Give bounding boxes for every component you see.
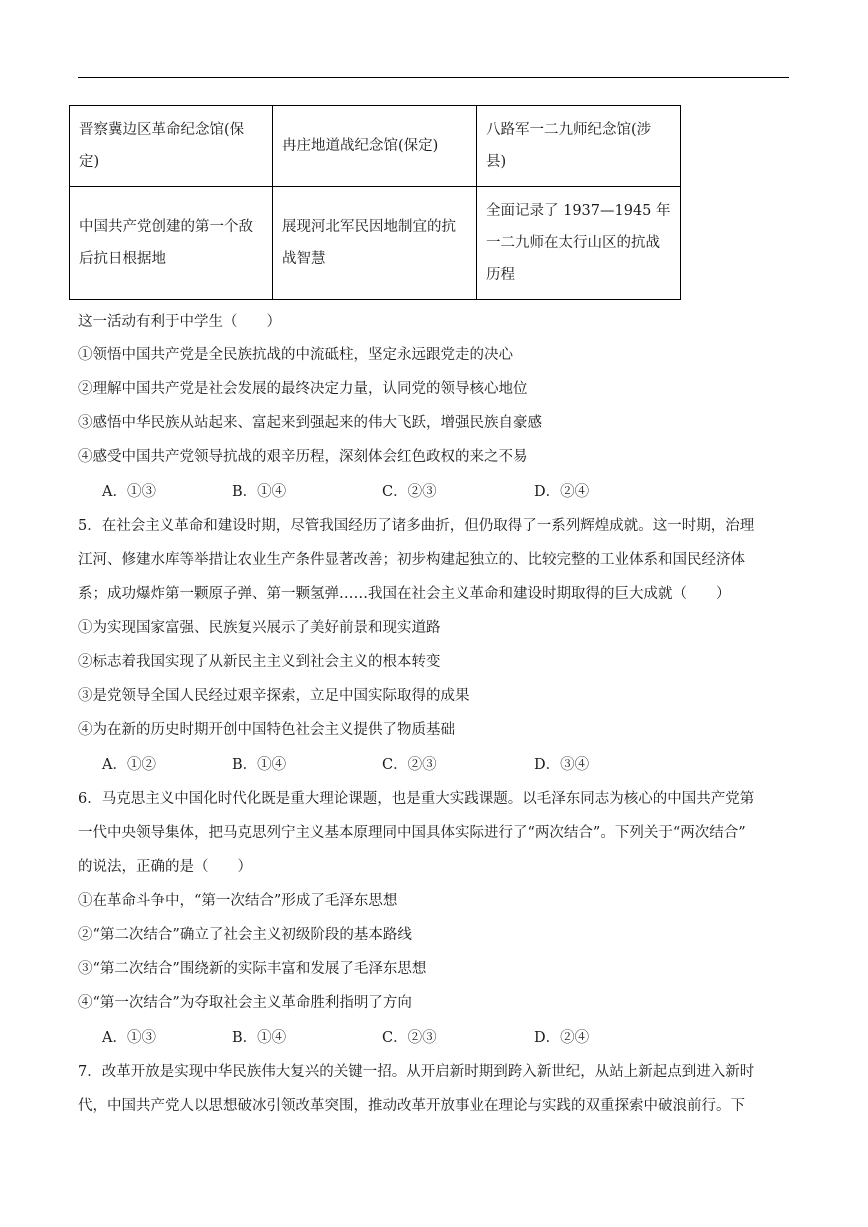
q6-option-a[interactable]: A．①③	[102, 1030, 156, 1046]
museum-name-cell	[477, 106, 681, 187]
museum-table	[69, 105, 681, 300]
museum-name-cell	[70, 106, 273, 187]
cell-line: 县)	[486, 154, 507, 170]
q5-stem-line-2: 江河、修建水库等举措让农业生产条件显著改善；初步构建起独立的、比较完整的工业体系和国民经济体	[78, 552, 745, 568]
cell-line: 冉庄地道战纪念馆(保定)	[282, 138, 439, 154]
museum-desc-cell	[477, 187, 681, 300]
q4-option-a[interactable]: A．①③	[102, 484, 156, 500]
q5-option-c[interactable]: C．②③	[382, 757, 437, 773]
q6-item-1: ①在革命斗争中，“第一次结合”形成了毛泽东思想	[78, 893, 398, 909]
q5-option-a[interactable]: A．①②	[102, 757, 156, 773]
q4-item-3: ③感悟中华民族从站起来、富起来到强起来的伟大飞跃，增强民族自豪感	[78, 415, 542, 431]
museum-name-cell	[273, 106, 477, 187]
header-rule	[78, 77, 789, 78]
q5-option-d[interactable]: D．③④	[534, 757, 590, 773]
q5-item-2: ②标志着我国实现了从新民主主义到社会主义的根本转变	[78, 654, 441, 670]
museum-desc-cell	[70, 187, 273, 300]
q5-stem-line-3: 系；成功爆炸第一颗原子弹、第一颗氢弹……我国在社会主义革命和建设时期取得的巨大成就（ ）	[78, 586, 731, 602]
q5-item-1: ①为实现国家富强、民族复兴展示了美好前景和现实道路	[78, 620, 441, 636]
q4-option-c[interactable]: C．②③	[382, 484, 437, 500]
cell-line: 晋察冀边区革命纪念馆(保	[79, 122, 245, 138]
q6-stem-line-3: 的说法，正确的是（ ）	[78, 859, 252, 875]
q5-option-b[interactable]: B．①④	[232, 757, 287, 773]
q5-item-4: ④为在新的历史时期开创中国特色社会主义提供了物质基础	[78, 722, 455, 738]
q6-item-4: ④“第一次结合”为夺取社会主义革命胜利指明了方向	[78, 995, 412, 1011]
museum-header-row	[70, 106, 681, 187]
q4-option-d[interactable]: D．②④	[534, 484, 590, 500]
museum-desc-cell	[273, 187, 477, 300]
q6-option-b[interactable]: B．①④	[232, 1030, 287, 1046]
cell-line: 定)	[79, 154, 100, 170]
q5-stem-line-1: 5．在社会主义革命和建设时期，尽管我国经历了诸多曲折，但仍取得了一系列辉煌成就。这一时期，治理	[78, 518, 755, 534]
q7-stem-line-1: 7．改革开放是实现中华民族伟大复兴的关键一招。从开启新时期到跨入新世纪，从站上新起点到进入新时	[78, 1064, 755, 1080]
q6-item-2: ②“第二次结合”确立了社会主义初级阶段的基本路线	[78, 927, 412, 943]
cell-line: 展现河北军民因地制宜的抗	[282, 219, 456, 235]
q7-stem-line-2: 代，中国共产党人以思想破冰引领改革突围，推动改革开放事业在理论与实践的双重探索中破浪前行。下	[78, 1098, 745, 1114]
cell-line: 后抗日根据地	[79, 251, 166, 267]
q6-item-3: ③“第二次结合”围绕新的实际丰富和发展了毛泽东思想	[78, 961, 427, 977]
cell-line: 战智慧	[282, 251, 326, 267]
q4-item-2: ②理解中国共产党是社会发展的最终决定力量，认同党的领导核心地位	[78, 381, 528, 397]
q6-option-d[interactable]: D．②④	[534, 1030, 590, 1046]
cell-line: 全面记录了 1937—1945 年	[486, 203, 671, 219]
q4-item-4: ④感受中国共产党领导抗战的艰辛历程，深刻体会红色政权的来之不易	[78, 449, 528, 465]
q6-option-c[interactable]: C．②③	[382, 1030, 437, 1046]
cell-line: 一二九师在太行山区的抗战	[486, 235, 660, 251]
q4-item-1: ①领悟中国共产党是全民族抗战的中流砥柱，坚定永远跟党走的决心	[78, 347, 513, 363]
q6-stem-line-1: 6．马克思主义中国化时代化既是重大理论课题，也是重大实践课题。以毛泽东同志为核心的中国共产党第	[78, 791, 755, 807]
q5-item-3: ③是党领导全国人民经过艰辛探索，立足中国实际取得的成果	[78, 688, 470, 704]
cell-line: 八路军一二九师纪念馆(涉	[486, 122, 652, 138]
cell-line: 历程	[486, 267, 515, 283]
museum-desc-row	[70, 187, 681, 300]
cell-line: 中国共产党创建的第一个敌	[79, 219, 253, 235]
q6-stem-line-2: 一代中央领导集体，把马克思列宁主义基本原理同中国具体实际进行了“两次结合”。下列关于“两次结合”	[78, 825, 746, 841]
q4-option-b[interactable]: B．①④	[232, 484, 287, 500]
q4-stem: 这一活动有利于中学生（ ）	[78, 314, 281, 330]
